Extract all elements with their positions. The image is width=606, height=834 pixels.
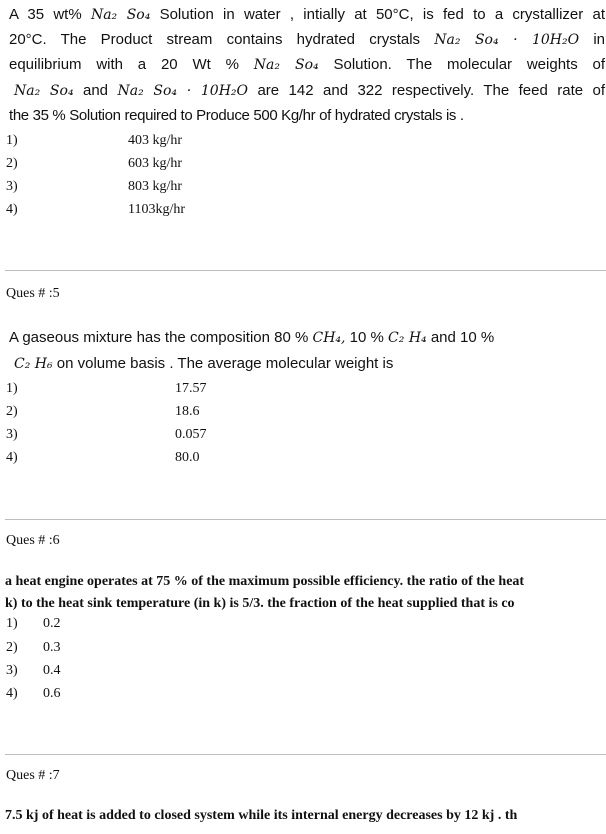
q4-line3-b: Solution. The molecular weights of bbox=[333, 56, 606, 73]
formula-na2so4-hydrate: Na₂ So₄ · 10H₂O bbox=[434, 32, 580, 48]
q4-line1-b: Solution in water , intially at 50°C, is fed to a crystallizer at bbox=[159, 6, 606, 23]
q4-text-line-3 bbox=[9, 56, 605, 73]
q4-option-1-text: 403 kg/hr bbox=[128, 133, 183, 148]
q6-option-3-number: 3) bbox=[6, 663, 18, 678]
q6-option-1-number: 1) bbox=[6, 616, 18, 631]
q4-text-line-1 bbox=[9, 6, 605, 23]
formula-na2so4: Na₂ So₄ bbox=[253, 57, 319, 73]
q4-option-2-text: 603 kg/hr bbox=[128, 156, 183, 171]
q4-line1-a: A 35 wt% bbox=[9, 6, 82, 23]
q4-line4-and: and bbox=[83, 82, 109, 99]
q5-line1-c: and 10 % bbox=[430, 329, 495, 346]
q5-option-2-text: 18.6 bbox=[175, 404, 200, 419]
question-divider bbox=[5, 519, 606, 520]
q4-text-line-2 bbox=[9, 31, 605, 48]
formula-na2so4: Na₂ So₄ bbox=[14, 83, 74, 99]
q4-line2-b: in bbox=[593, 31, 605, 48]
q5-option-1-text: 17.57 bbox=[175, 381, 207, 396]
question-divider bbox=[5, 270, 606, 271]
q4-option-4-number: 4) bbox=[6, 202, 18, 217]
q4-option-1-number: 1) bbox=[6, 133, 18, 148]
q4-option-2-number: 2) bbox=[6, 156, 18, 171]
q6-option-4-text: 0.6 bbox=[43, 686, 61, 701]
q5-line2-b: on volume basis . The average molecular weight is bbox=[56, 355, 394, 372]
q6-option-4-number: 4) bbox=[6, 686, 18, 701]
q6-text-line-2: k) to the heat sink temperature (in k) is 5/3. the fraction of the heat supplied that is co bbox=[5, 596, 515, 611]
question-divider bbox=[5, 754, 606, 755]
q6-option-2-text: 0.3 bbox=[43, 640, 61, 655]
q5-option-2-number: 2) bbox=[6, 404, 18, 419]
q5-text-line-1 bbox=[9, 329, 494, 346]
q5-option-3-text: 0.057 bbox=[175, 427, 207, 442]
q4-option-3-text: 803 kg/hr bbox=[128, 179, 183, 194]
formula-ch4: CH₄, bbox=[312, 330, 346, 346]
formula-c2h4: C₂ H₄ bbox=[388, 330, 427, 346]
q6-text-line-1: a heat engine operates at 75 % of the maximum possible efficiency. the ratio of the heat bbox=[5, 574, 525, 589]
q5-line1-b: 10 % bbox=[349, 329, 384, 346]
q4-option-4-text: 1103kg/hr bbox=[128, 202, 186, 217]
q4-text-line-5: the 35 % Solution required to Produce 500 Kg/hr of hydrated crystals is . bbox=[9, 107, 464, 124]
q5-option-3-number: 3) bbox=[6, 427, 18, 442]
q7-label: Ques # :7 bbox=[6, 768, 60, 783]
q5-option-4-text: 80.0 bbox=[175, 450, 200, 465]
q5-text-line-2 bbox=[14, 355, 393, 372]
q5-line1-a: A gaseous mixture has the composition 80 % bbox=[9, 329, 309, 346]
q4-text-line-4 bbox=[14, 82, 605, 99]
q5-label: Ques # :5 bbox=[6, 286, 60, 301]
q6-option-3-text: 0.4 bbox=[43, 663, 61, 678]
formula-na2so4-hydrate: Na₂ So₄ · 10H₂O bbox=[117, 83, 249, 99]
q7-text-line-1: 7.5 kj of heat is added to closed system while its internal energy decreases by 12 kj . th bbox=[5, 808, 518, 823]
q4-line3-a: equilibrium with a 20 Wt % bbox=[9, 56, 239, 73]
q4-line4-b: are 142 and 322 respectively. The feed rate of bbox=[257, 82, 606, 99]
q6-option-2-number: 2) bbox=[6, 640, 18, 655]
q6-label: Ques # :6 bbox=[6, 533, 60, 548]
q4-line2-a: 20°C. The Product stream contains hydrated crystals bbox=[9, 31, 421, 48]
q5-option-4-number: 4) bbox=[6, 450, 18, 465]
formula-c2h6: C₂ H₆ bbox=[14, 356, 53, 372]
q5-option-1-number: 1) bbox=[6, 381, 18, 396]
q6-option-1-text: 0.2 bbox=[43, 616, 61, 631]
q4-option-3-number: 3) bbox=[6, 179, 18, 194]
formula-na2so4: Na₂ So₄ bbox=[90, 7, 151, 23]
